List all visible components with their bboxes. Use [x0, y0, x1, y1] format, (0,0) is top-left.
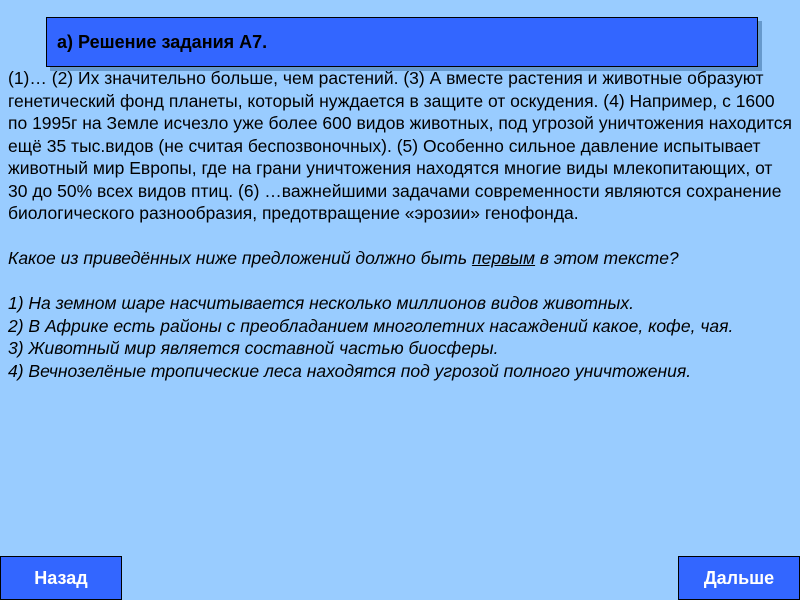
next-button-label: Дальше — [703, 567, 775, 588]
answer-option-1: 1) На земном шаре насчитывается несколько миллионов видов животных. — [8, 293, 635, 313]
question-after: в этом тексте? — [535, 248, 679, 268]
question-text — [8, 247, 793, 270]
content-area — [8, 67, 793, 382]
question-before: Какое из приведённых ниже предложений должно быть — [8, 248, 472, 268]
back-button-label: Назад — [34, 567, 88, 588]
slide-title: а) Решение задания А7. — [57, 32, 268, 52]
spacer — [8, 225, 793, 248]
title-bar — [46, 17, 758, 67]
next-button[interactable] — [678, 556, 800, 600]
back-button[interactable] — [0, 556, 122, 600]
spacer — [8, 270, 793, 293]
answer-option-4: 4) Вечнозелёные тропические леса находятся под угрозой полного уничтожения. — [8, 360, 692, 381]
question-emphasis: первым — [471, 248, 536, 268]
answer-option-2: 2) В Африке есть районы с преобладанием многолетних насаждений какое, кофе, чая. — [8, 315, 734, 336]
answer-option-3: 3) Животный мир является составной частью биосферы. — [8, 338, 499, 358]
task-paragraph: (1)… (2) Их значительно больше, чем растений. (3) А вместе растения и животные образуют генетический фонд планеты, который нуждается в защите от оскудения. (4) Например, с 1600 по 1995г на Земле исчезло уже более 600 видов животных, под угрозой уничтожения находится ещё 35 тыс.видов (не считая беспозвоночных). (5) Особенно сильное давление испытывает животный мир Европы, где на грани уничтожения находятся многие виды млекопитающих, от 30 до 50% всех видов птиц. (6) …важнейшими задачами современности являются сохранение биологического разнообразия, предотвращение «эрозии» генофонда. — [8, 68, 793, 223]
